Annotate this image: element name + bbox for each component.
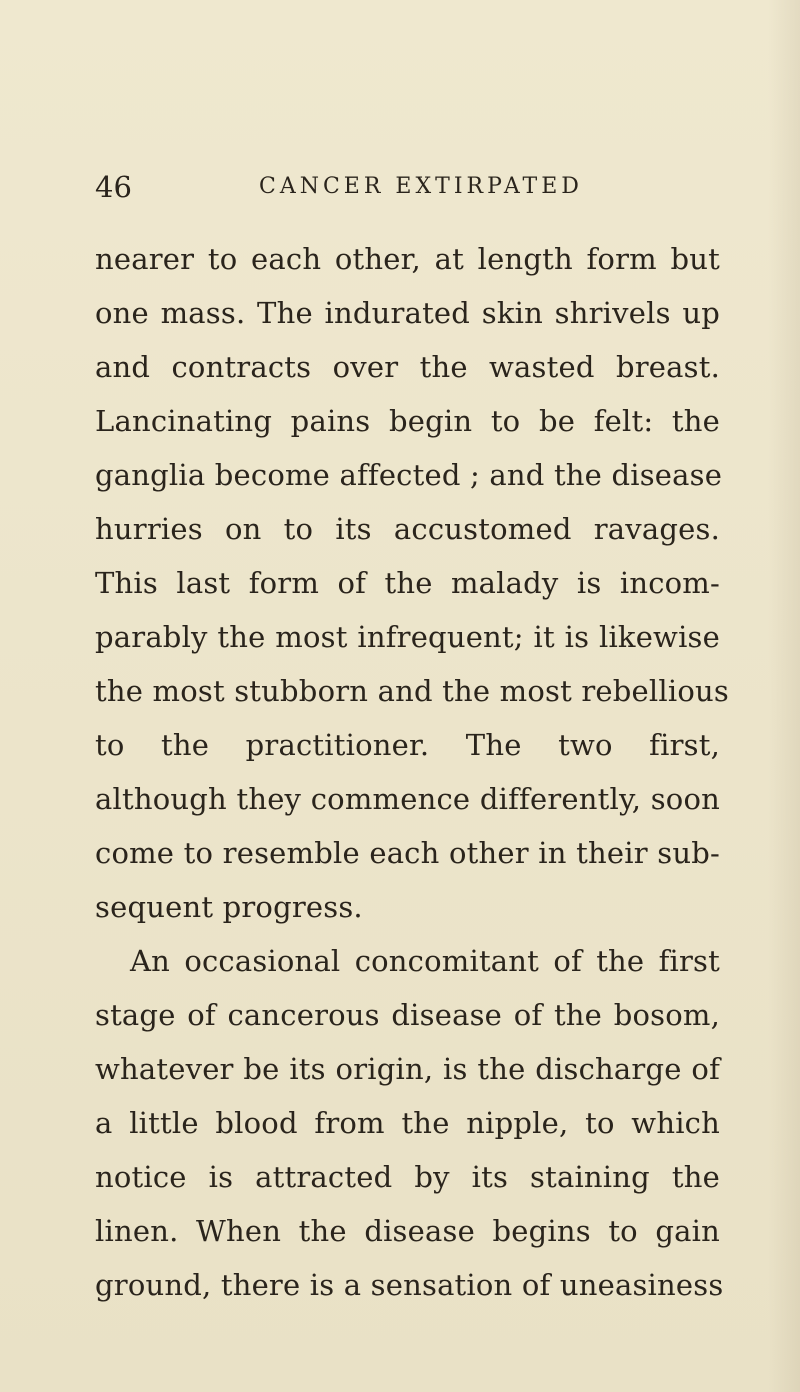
running-title: CANCER EXTIRPATED xyxy=(259,174,583,199)
text-line: ground, there is a sensation of uneasiness xyxy=(95,1268,724,1302)
text-line: hurries on to its accustomed ravages. xyxy=(95,512,720,546)
text-line: An occasional concomitant of the first xyxy=(130,944,720,978)
text-line: This last form of the malady is incom- xyxy=(95,566,720,600)
text-line: although they commence differently, soon xyxy=(95,782,720,816)
text-line: whatever be its origin, is the discharge of xyxy=(95,1052,720,1086)
text-line: parably the most infrequent; it is likewise xyxy=(95,620,720,654)
text-line: sequent progress. xyxy=(95,890,363,924)
text-line: and contracts over the wasted breast. xyxy=(95,350,720,384)
text-line: come to resemble each other in their sub- xyxy=(95,836,720,870)
text-line: the most stubborn and the most rebellious xyxy=(95,674,729,708)
page-header xyxy=(95,165,715,209)
text-line: linen. When the disease begins to gain xyxy=(95,1214,720,1248)
body-text xyxy=(95,232,729,1312)
text-line: one mass. The indurated skin shrivels up xyxy=(95,296,720,330)
text-line: stage of cancerous disease of the bosom, xyxy=(95,998,720,1032)
text-line: notice is attracted by its staining the xyxy=(95,1160,720,1194)
text-line: nearer to each other, at length form but xyxy=(95,242,720,276)
text-line: a little blood from the nipple, to which xyxy=(95,1106,720,1140)
text-line: to the practitioner. The two first, xyxy=(95,728,720,762)
page-number: 46 xyxy=(95,170,132,204)
text-line: ganglia become affected ; and the disease xyxy=(95,458,723,492)
text-line: Lancinating pains begin to be felt: the xyxy=(95,404,720,438)
